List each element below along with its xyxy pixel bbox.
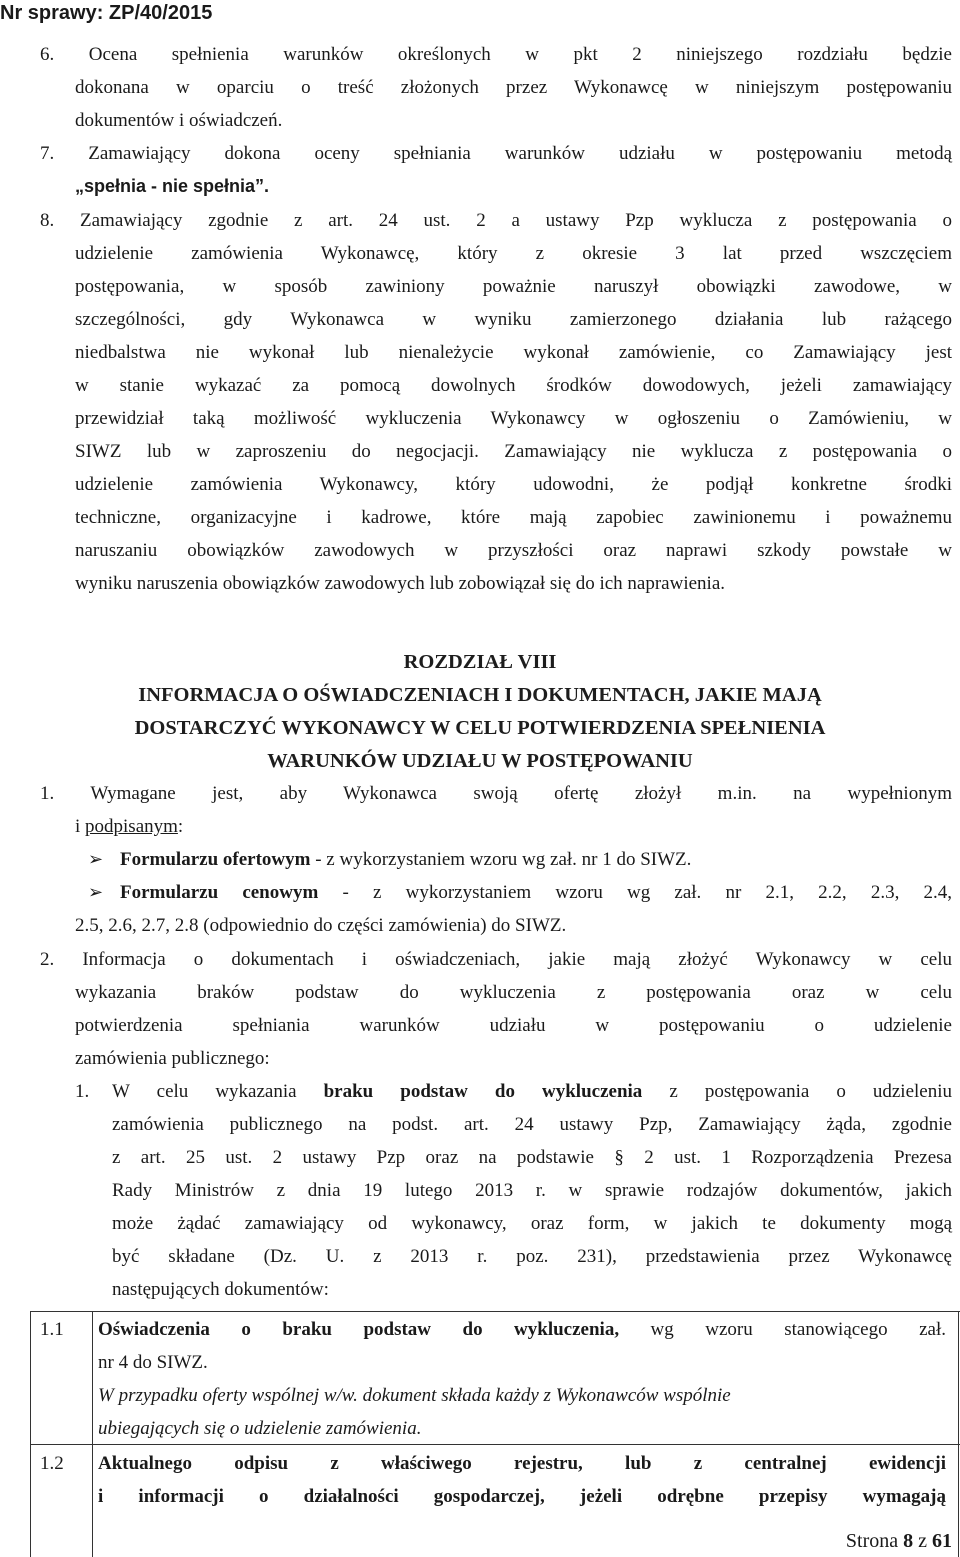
sub1-pre: W celu wykazania [112, 1081, 324, 1102]
sub1-line-6: być składane (Dz. U. z 2013 r. poz. 231), przedstawienia przez Wykonawcę [112, 1246, 952, 1267]
item1-line-2 [75, 810, 183, 843]
item2-line-1: 2. Informacja o dokumentach i oświadczeniach, jakie mają złożyć Wykonawcy w celu [40, 949, 952, 970]
chapter-number: ROZDZIAŁ VIII [403, 651, 557, 673]
bullet-2-bold: Formularzu cenowym [120, 882, 319, 903]
bullet-arrow-icon: ➢ [88, 882, 104, 902]
item2-line-4: zamówienia publicznego: [75, 1048, 270, 1069]
p8-line-6: w stanie wykazać za pomocą dowolnych środków dowodowych, jeżeli zamawiający [75, 375, 952, 396]
chapter-title-line-3: WARUNKÓW UDZIAŁU W POSTĘPOWANIU [267, 750, 693, 772]
footer-prefix: Strona [845, 1530, 904, 1552]
bullet-arrow-icon: ➢ [88, 849, 104, 869]
table-column-divider [92, 1311, 93, 1557]
chapter-title-line-1: INFORMACJA O OŚWIADCZENIACH I DOKUMENTACH, JAKIE MAJĄ [138, 684, 822, 706]
bullet-1-bold: Formularzu ofertowym [120, 849, 311, 870]
p6-line-3: dokumentów i oświadczeń. [75, 110, 283, 131]
p8-line-11: naruszaniu obowiązków zawodowych w przyszłości oraz naprawi szkody powstałe w [75, 540, 952, 561]
bullet-1 [120, 843, 691, 876]
item2-line-3: potwierdzenia spełniania warunków udziału w postępowaniu o udzielenie [75, 1015, 952, 1036]
sub1-bold: braku podstaw do wykluczenia [323, 1081, 643, 1102]
table-row-1-rest: wg wzoru stanowiącego zał. [619, 1319, 946, 1340]
table-row-1-bold: Oświadczenia o braku podstaw do wykluczenia, [98, 1319, 620, 1340]
table-right-border [958, 1311, 959, 1557]
page-footer [846, 1527, 952, 1555]
p8-line-7: przewidział taką możliwość wykluczenia Wykonawcy w ogłoszeniu o Zamówieniu, w [75, 408, 952, 429]
sub1-line-4: Rady Ministrów z dnia 19 lutego 2013 r. w sprawie rodzajów dokumentów, jakich [112, 1180, 952, 1201]
table-row-2-number: 1.2 [40, 1453, 64, 1474]
table-row-1-line-1 [98, 1313, 946, 1346]
item1-underlined-word: podpisanym [85, 816, 178, 837]
sub1-number: 1. [75, 1081, 90, 1102]
p7-line-2: „spełnia - nie spełnia”. [75, 176, 270, 196]
p8-line-5: niedbalstwa nie wykonał lub nienależycie wykonał zamówienie, co Zamawiający jest [75, 342, 952, 363]
table-row-1-italic-1: W przypadku oferty wspólnej w/w. dokument składa każdy z Wykonawców wspólnie [98, 1385, 731, 1406]
table-row-1-number: 1.1 [40, 1319, 64, 1340]
sub1-line-7: następujących dokumentów: [112, 1279, 329, 1300]
p8-line-4: szczególności, gdy Wykonawca w wyniku zamierzonego działania lub rażącego [75, 309, 952, 330]
p8-line-3: postępowania, w sposób zawiniony poważnie naruszył obowiązki zawodowe, w [75, 276, 952, 297]
sub1-line-5: może żądać zamawiający od wykonawcy, oraz form, w jakich te dokumenty mogą [112, 1213, 952, 1234]
sub1-post: z postępowania o udzieleniu [642, 1081, 953, 1102]
table-row-1-line-2: nr 4 do SIWZ. [98, 1352, 208, 1373]
sub1-line-3: z art. 25 ust. 2 ustawy Pzp oraz na podstawie § 2 ust. 1 Rozporządzenia Prezesa [112, 1147, 952, 1168]
item2-line-2: wykazania braków podstaw do wykluczenia z postępowania oraz w celu [75, 982, 952, 1003]
table-top-border [30, 1311, 960, 1312]
p8-line-8: SIWZ lub w zaproszeniu do negocjacji. Zamawiający nie wyklucza z postępowania o [75, 441, 952, 462]
footer-mid: z [913, 1530, 932, 1552]
table-left-border [30, 1311, 31, 1557]
case-number-header: Nr sprawy: ZP/40/2015 [0, 2, 213, 24]
p8-line-10: techniczne, organizacyjne i kadrowe, które mają zapobiec zawinionemu i poważnemu [75, 507, 952, 528]
table-row-2-line-2: i informacji o działalności gospodarczej, jeżeli odrębne przepisy wymagają [98, 1486, 946, 1507]
p8-line-9: udzielenie zamówienia Wykonawcy, który udowodni, że podjął konkretne środki [75, 474, 952, 495]
p7-line-1: 7. Zamawiający dokona oceny spełniania warunków udziału w postępowaniu metodą [40, 143, 952, 164]
item1-line-2-prefix: i [75, 816, 86, 837]
item1-line-1: 1. Wymagane jest, aby Wykonawca swoją ofertę złożył m.in. na wypełnionym [40, 783, 952, 804]
sub1-line-1 [112, 1075, 952, 1108]
item1-line-2-suffix: : [177, 816, 184, 837]
bullet-2-continuation: 2.5, 2.6, 2.7, 2.8 (odpowiednio do części zamówienia) do SIWZ. [75, 915, 567, 936]
table-row-2-line-1: Aktualnego odpisu z właściwego rejestru, lub z centralnej ewidencji [98, 1453, 946, 1474]
bullet-2 [120, 876, 952, 909]
chapter-title-line-2: DOSTARCZYĆ WYKONAWCY W CELU POTWIERDZENIA SPEŁNIENIA [134, 717, 826, 739]
p8-line-2: udzielenie zamówienia Wykonawcę, który z okresie 3 lat przed wszczęciem [75, 243, 952, 264]
footer-total-pages: 61 [932, 1530, 952, 1552]
sub1-line-2: zamówienia publicznego na podst. art. 24 ustawy Pzp, Zamawiający żąda, zgodnie [112, 1114, 952, 1135]
p6-line-2: dokonana w oparciu o treść złożonych przez Wykonawcę w niniejszym postępowaniu [75, 77, 952, 98]
bullet-2-rest: - z wykorzystaniem wzoru wg zał. nr 2.1, 2.2, 2.3, 2.4, [318, 882, 952, 903]
p8-line-1: 8. Zamawiający zgodnie z art. 24 ust. 2 a ustawy Pzp wyklucza z postępowania o [40, 210, 952, 231]
footer-page-number: 8 [903, 1530, 914, 1552]
p6-line-1: 6. Ocena spełnienia warunków określonych w pkt 2 niniejszego rozdziału będzie [40, 44, 952, 65]
p8-line-12: wyniku naruszenia obowiązków zawodowych lub zobowiązał się do ich naprawienia. [75, 573, 726, 594]
bullet-1-rest: - z wykorzystaniem wzoru wg zał. nr 1 do SIWZ. [310, 849, 692, 870]
table-row-1-italic-2: ubiegających się o udzielenie zamówienia. [98, 1418, 422, 1439]
